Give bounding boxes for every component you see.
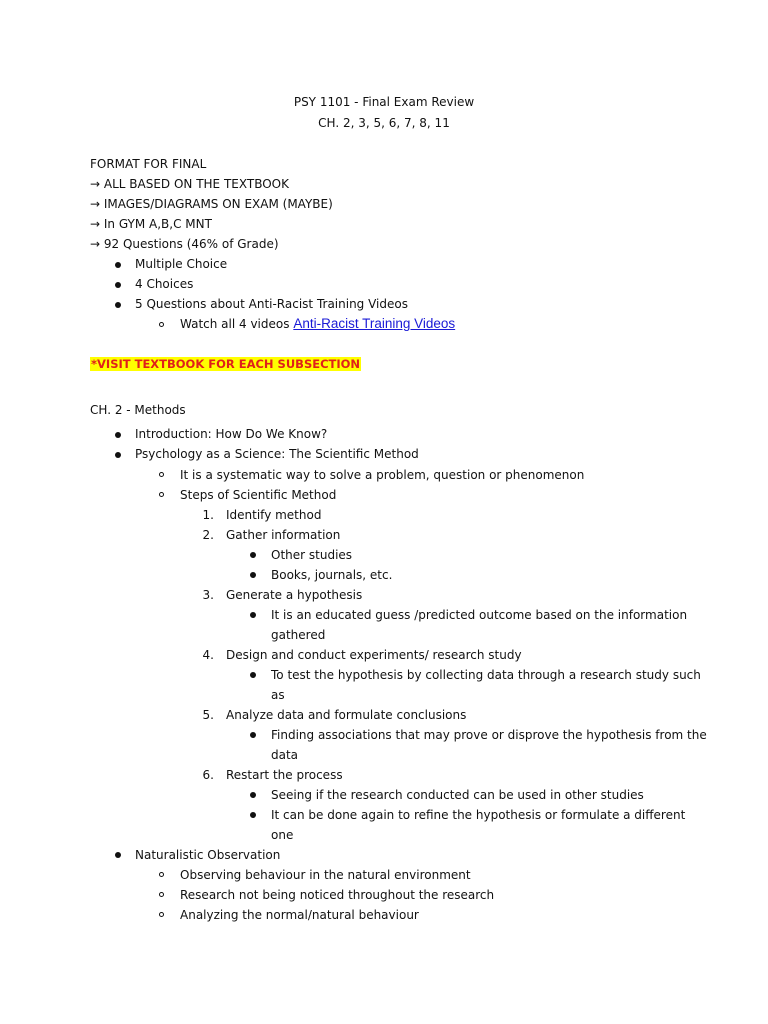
format-arrow-item: → ALL BASED ON THE TEXTBOOK — [90, 177, 289, 191]
step-label: Restart the process — [226, 768, 343, 782]
circle-bullet-icon — [159, 322, 164, 327]
format-arrow-item: → IMAGES/DIAGRAMS ON EXAM (MAYBE) — [90, 197, 333, 211]
anti-racist-videos-link[interactable]: Anti-Racist Training Videos — [293, 316, 456, 331]
step-number: 2. — [202, 528, 214, 542]
step-detail: data — [271, 748, 299, 762]
video-sub-bullet — [180, 316, 455, 332]
ch2-bullet-item: Naturalistic Observation — [135, 848, 281, 862]
document-title: PSY 1101 - Final Exam Review — [293, 95, 475, 109]
circle-bullet-icon — [159, 472, 164, 477]
bullet-icon — [250, 792, 256, 798]
circle-bullet-icon — [159, 492, 164, 497]
step-label: Generate a hypothesis — [226, 588, 363, 602]
video-sub-bullet-text: Watch all 4 videos — [180, 317, 294, 331]
bullet-icon — [115, 262, 121, 268]
bullet-icon — [115, 432, 121, 438]
bullet-icon — [250, 572, 256, 578]
step-detail: one — [271, 828, 294, 842]
step-detail: Finding associations that may prove or disprove the hypothesis from the — [271, 728, 707, 742]
bullet-icon — [115, 852, 121, 858]
format-bullet-item: 5 Questions about Anti-Racist Training Videos — [135, 297, 408, 311]
format-bullet-item: 4 Choices — [135, 277, 194, 291]
step-label: Analyze data and formulate conclusions — [226, 708, 467, 722]
format-bullet-item: Multiple Choice — [135, 257, 228, 271]
step-detail: It can be done again to refine the hypothesis or formulate a different — [271, 808, 686, 822]
circle-bullet-icon — [159, 872, 164, 877]
chapter-list: CH. 2, 3, 5, 6, 7, 8, 11 — [318, 116, 450, 130]
textbook-notice — [90, 356, 361, 372]
ch2-bullet-item: Introduction: How Do We Know? — [135, 427, 328, 441]
textbook-notice-text: *VISIT TEXTBOOK FOR EACH SUBSECTION — [91, 357, 361, 371]
bullet-icon — [115, 452, 121, 458]
step-number: 3. — [202, 588, 214, 602]
format-heading: FORMAT FOR FINAL — [90, 157, 207, 171]
circle-bullet-icon — [159, 892, 164, 897]
ch2-bullet-item: Psychology as a Science: The Scientific Method — [135, 447, 419, 461]
step-number: 5. — [202, 708, 214, 722]
ch2-sub-bullet: Research not being noticed throughout the research — [180, 888, 495, 902]
step-label: Identify method — [226, 508, 322, 522]
bullet-icon — [115, 302, 121, 308]
ch2-sub-bullet: Steps of Scientific Method — [180, 488, 337, 502]
bullet-icon — [115, 282, 121, 288]
step-detail: Seeing if the research conducted can be used in other studies — [271, 788, 644, 802]
bullet-icon — [250, 812, 256, 818]
format-arrow-item: → 92 Questions (46% of Grade) — [90, 237, 279, 251]
step-number: 4. — [202, 648, 214, 662]
step-detail: as — [271, 688, 285, 702]
format-arrow-item: → In GYM A,B,C MNT — [90, 217, 212, 231]
step-number: 1. — [202, 508, 214, 522]
step-detail: It is an educated guess /predicted outcome based on the information — [271, 608, 688, 622]
step-label: Design and conduct experiments/ research study — [226, 648, 522, 662]
ch2-sub-bullet: Observing behaviour in the natural environment — [180, 868, 471, 882]
ch2-sub-bullet: Analyzing the normal/natural behaviour — [180, 908, 419, 922]
step-number: 6. — [202, 768, 214, 782]
ch2-heading: CH. 2 - Methods — [90, 403, 186, 417]
step-detail: Other studies — [271, 548, 353, 562]
step-detail: To test the hypothesis by collecting data through a research study such — [271, 668, 701, 682]
step-label: Gather information — [226, 528, 341, 542]
step-detail: Books, journals, etc. — [271, 568, 393, 582]
bullet-icon — [250, 552, 256, 558]
ch2-sub-bullet: It is a systematic way to solve a problem, question or phenomenon — [180, 468, 585, 482]
circle-bullet-icon — [159, 912, 164, 917]
bullet-icon — [250, 612, 256, 618]
bullet-icon — [250, 732, 256, 738]
bullet-icon — [250, 672, 256, 678]
step-detail: gathered — [271, 628, 326, 642]
